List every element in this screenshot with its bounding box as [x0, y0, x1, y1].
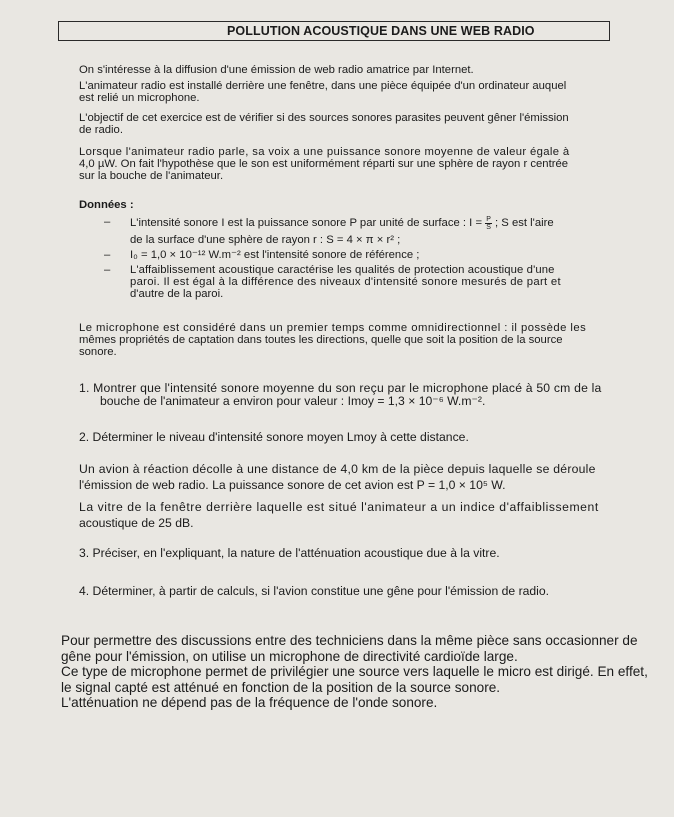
- intro-paragraph-2: L'animateur radio est installé derrière une fenêtre, dans une pièce équipée d'un ordinateur auquel est relié un microphone.: [79, 80, 567, 104]
- intro-paragraph-4: Lorsque l'animateur radio parle, sa voix a une puissance sonore moyenne de valeur égale à 4,0 µW. On fait l'hypothèse que le son est uniformément réparti sur une sphère de rayon r centrée sur la bouche de l'animateur.: [79, 146, 570, 182]
- exercise-title: POLLUTION ACOUSTIQUE DANS UNE WEB RADIO: [58, 21, 610, 41]
- vitre-paragraph: La vitre de la fenêtre derrière laquelle est situé l'animateur a un indice d'affaiblissement acoustique de 25 dB.: [79, 500, 599, 530]
- question-4: 4. Déterminer, à partir de calculs, si l'avion constitue une gêne pour l'émission de radio.: [79, 584, 550, 598]
- microphone-paragraph: Le microphone est considéré dans un premier temps comme omnidirectionnel : il possède les mêmes propriétés de captation dans toutes les directions, quelle que soit la position de la source sonore.: [79, 322, 587, 358]
- donnees-bullet-intensity: L'intensité sonore I est la puissance sonore P par unité de surface : I = $\frac{P}{S}$ ; S est l'aire de la surface d'une sphère de rayon r : S = 4 × π × r² ;: [130, 216, 554, 246]
- final-paragraph: Pour permettre des discussions entre des techniciens dans la même pièce sans occasionner de gêne pour l'émission, on utilise un microphone de directivité cardioïde large. Ce type de microphone permet de privilégier une source vers laquelle le micro est dirigé. En effet, le signal capté est atténué en fonction de la position de la source sonore. L'atténuation ne dépend pas de la fréquence de l'onde sonore.: [61, 633, 648, 710]
- fraction-p-over-s: $\frac{P}{S}$: [486, 216, 491, 231]
- bullet-dash-1: –: [104, 216, 111, 228]
- bullet-dash-3: –: [104, 264, 111, 276]
- question-3: 3. Préciser, en l'expliquant, la nature de l'atténuation acoustique due à la vitre.: [79, 546, 500, 560]
- donnees-heading: Données :: [79, 199, 134, 211]
- intro-paragraph-3: L'objectif de cet exercice est de vérifier si des sources sonores parasites peuvent gêner l'émission de radio.: [79, 112, 569, 136]
- donnees-bullet-reference: I₀ = 1,0 × 10⁻¹² W.m⁻² est l'intensité sonore de référence ;: [130, 249, 420, 261]
- donnees-bullet-affaiblissement: L'affaiblissement acoustique caractérise les qualités de protection acoustique d'une paroi. Il est égal à la différence des niveaux d'intensité sonore mesurés de part et d'autre de la paroi.: [130, 264, 561, 300]
- question-1: 1. Montrer que l'intensité sonore moyenne du son reçu par le microphone placé à 50 cm de la bouche de l'animateur a environ pour valeur : Imoy = 1,3 × 10⁻⁶ W.m⁻².: [79, 381, 602, 408]
- bullet-dash-2: –: [104, 249, 111, 261]
- avion-paragraph: Un avion à réaction décolle à une distance de 4,0 km de la pièce depuis laquelle se déroule l'émission de web radio. La puissance sonore de cet avion est P = 1,0 × 10⁵ W.: [79, 462, 596, 492]
- intro-paragraph-1: On s'intéresse à la diffusion d'une émission de web radio amatrice par Internet.: [79, 64, 474, 76]
- question-2: 2. Déterminer le niveau d'intensité sonore moyen Lmoy à cette distance.: [79, 430, 469, 444]
